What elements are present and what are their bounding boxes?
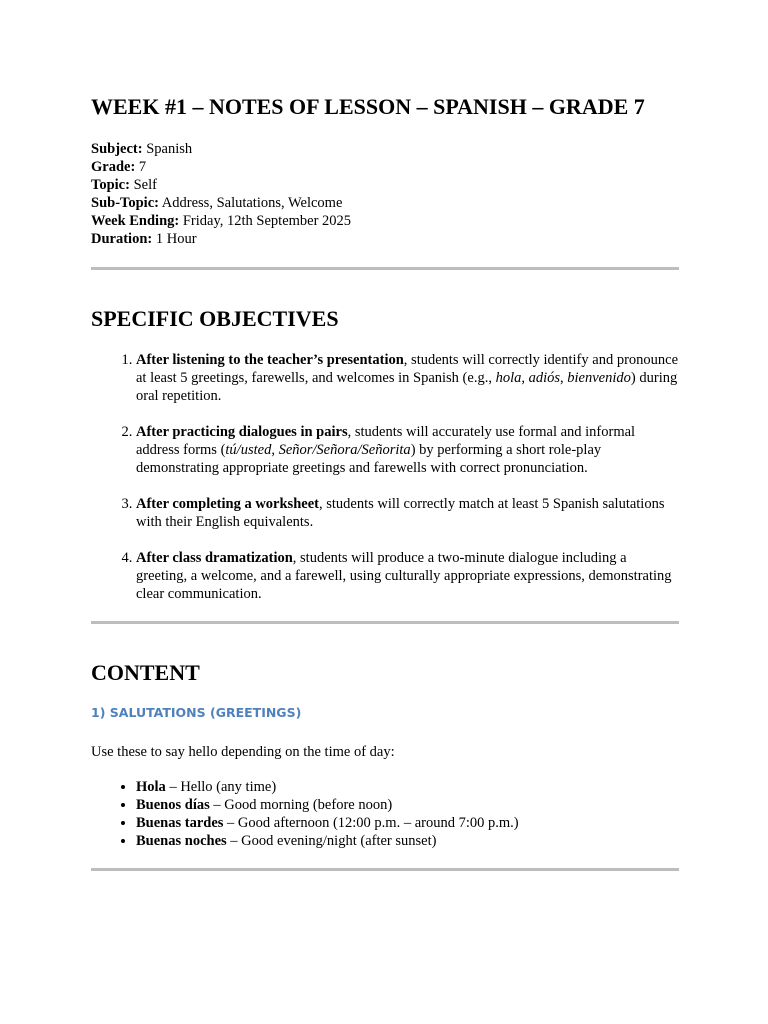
section-divider (91, 267, 679, 270)
section-divider (91, 868, 679, 871)
objective-item (136, 423, 679, 477)
lesson-meta (91, 140, 679, 248)
greeting-term: Hola (136, 779, 166, 795)
meta-label: Sub-Topic: (91, 195, 159, 211)
objective-lead: After practicing dialogues in pairs (136, 424, 348, 440)
meta-value: 1 Hour (155, 231, 197, 247)
meta-label: Subject: (91, 141, 143, 157)
meta-label: Week Ending: (91, 213, 180, 229)
objective-lead: After class dramatization (136, 550, 293, 566)
objective-text: , students will accurately use formal and informal address forms ( (136, 424, 636, 458)
meta-subtopic (91, 194, 679, 212)
objective-text: ) by performing a short role-play demonstrating appropriate greetings and farewells with correct pronunciation. (136, 442, 602, 476)
example-word: adiós (528, 370, 561, 386)
objective-text: , students will produce a two-minute dialogue including a greeting, a welcome, and a farewell, using culturally appropriate expressions, demonstrating clear communication. (136, 550, 672, 602)
page-title: WEEK #1 – NOTES OF LESSON – SPANISH – GRADE 7 (91, 94, 645, 119)
objective-lead: After completing a worksheet (136, 496, 319, 512)
meta-label: Duration: (91, 231, 153, 247)
greeting-term: Buenos días (136, 797, 210, 813)
objective-text: , students will correctly match at least 5 Spanish salutations with their English equivalents. (136, 496, 665, 530)
example-word: bienvenido (567, 370, 631, 386)
separator: , (521, 370, 529, 386)
separator: , (271, 442, 279, 458)
section-divider (91, 621, 679, 624)
greeting-meaning: – Hello (any time) (165, 779, 277, 795)
greeting-item (136, 832, 679, 850)
separator: , (560, 370, 568, 386)
meta-label: Topic: (91, 177, 130, 193)
meta-topic (91, 176, 679, 194)
objective-item (136, 495, 679, 531)
meta-value: 7 (138, 159, 147, 175)
greeting-meaning: – Good afternoon (12:00 p.m. – around 7:00 p.m.) (223, 815, 519, 831)
document-body (91, 92, 679, 871)
meta-subject (91, 140, 679, 158)
example-word: tú/usted (225, 442, 272, 458)
greetings-list (91, 778, 679, 850)
meta-value: Self (133, 177, 157, 193)
example-word: Señor/Señora/Señorita (278, 442, 411, 458)
objectives-heading: SPECIFIC OBJECTIVES (91, 306, 339, 331)
meta-duration (91, 230, 679, 248)
objectives-list (91, 351, 679, 603)
salutations-subheading: 1) SALUTATIONS (GREETINGS) (91, 705, 302, 720)
greeting-item (136, 778, 679, 796)
meta-value: Address, Salutations, Welcome (161, 195, 343, 211)
objective-lead: After listening to the teacher’s presentation (136, 352, 404, 368)
objective-item (136, 549, 679, 603)
example-word: hola (495, 370, 522, 386)
objective-text: ) during oral repetition. (136, 370, 678, 404)
meta-value: Friday, 12th September 2025 (182, 213, 352, 229)
objective-text: , students will correctly identify and pronounce at least 5 greetings, farewells, and welcomes in Spanish (e.g., (136, 352, 679, 386)
meta-week-ending (91, 212, 679, 230)
greeting-item (136, 796, 679, 814)
meta-value: Spanish (146, 141, 193, 157)
meta-grade (91, 158, 679, 176)
greeting-term: Buenas tardes (136, 815, 224, 831)
salutations-intro: Use these to say hello depending on the time of day: (91, 744, 395, 760)
greeting-meaning: – Good evening/night (after sunset) (226, 833, 437, 849)
greeting-term: Buenas noches (136, 833, 227, 849)
greeting-item (136, 814, 679, 832)
content-heading: CONTENT (91, 660, 200, 685)
meta-label: Grade: (91, 159, 136, 175)
greeting-meaning: – Good morning (before noon) (209, 797, 393, 813)
objective-item (136, 351, 679, 405)
